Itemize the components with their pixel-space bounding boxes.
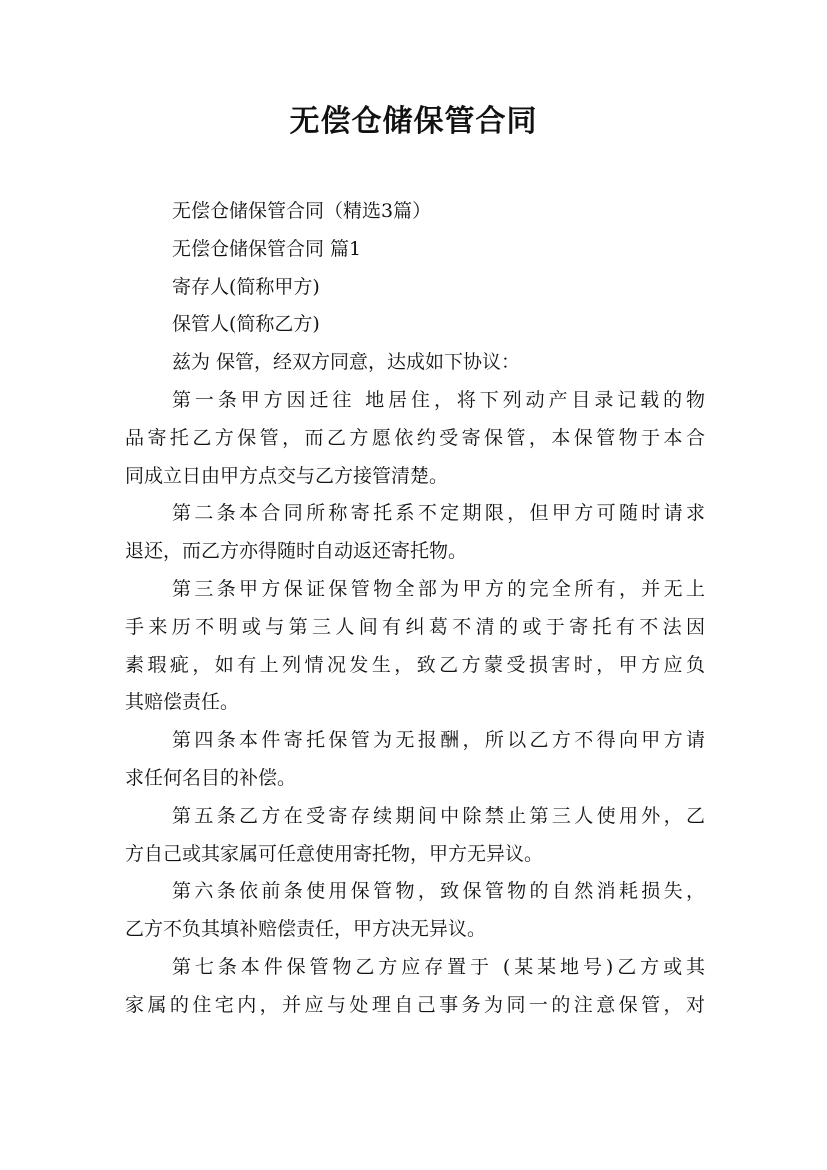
text-line: 方自己或其家属可任意使用寄托物，甲方无异议。	[125, 842, 544, 865]
text-line: 无偿仓储保管合同 篇1	[172, 237, 362, 260]
text-line: 第四条本件寄托保管为无报酬，所以乙方不得向甲方请	[172, 729, 705, 752]
text-line: 第三条甲方保证保管物全部为甲方的完全所有，并无上	[172, 577, 705, 600]
text-line: 退还，而乙方亦得随时自动返还寄托物。	[125, 540, 468, 563]
text-line: 无偿仓储保管合同（精选3篇）	[172, 200, 432, 222]
text-line: 兹为 保管，经双方同意，达成如下协议：	[172, 351, 521, 374]
text-line: 素瑕疵，如有上列情况发生，致乙方蒙受损害时，甲方应负	[125, 653, 705, 676]
text-line: 寄存人(简称甲方)	[172, 275, 320, 298]
text-line: 第二条本合同所称寄托系不定期限，但甲方可随时请求	[172, 502, 705, 525]
text-line: 保管人(简称乙方)	[172, 313, 320, 336]
text-line: 乙方不负其填补赔偿责任，甲方决无异议。	[125, 918, 487, 941]
text-line: 品寄托乙方保管，而乙方愿依约受寄保管，本保管物于本合	[125, 426, 705, 449]
text-line: 求任何名目的补偿。	[125, 766, 297, 789]
text-line: 家属的住宅内，并应与处理自己事务为同一的注意保管，对	[125, 993, 705, 1016]
text-line: 第一条甲方因迁往 地居住，将下列动产目录记载的物	[172, 388, 705, 411]
text-line: 手来历不明或与第三人间有纠葛不清的或于寄托有不法因	[125, 615, 705, 638]
text-line: 第七条本件保管物乙方应存置于 (某某地号)乙方或其	[172, 955, 705, 978]
text-line: 同成立日由甲方点交与乙方接管清楚。	[125, 464, 449, 487]
document-body	[125, 193, 705, 1025]
document-title: 无偿仓储保管合同	[289, 104, 538, 139]
text-line: 第五条乙方在受寄存续期间中除禁止第三人使用外，乙	[172, 804, 705, 827]
text-line: 第六条依前条使用保管物，致保管物的自然消耗损失，	[172, 880, 705, 903]
text-line: 其赔偿责任。	[125, 691, 240, 714]
